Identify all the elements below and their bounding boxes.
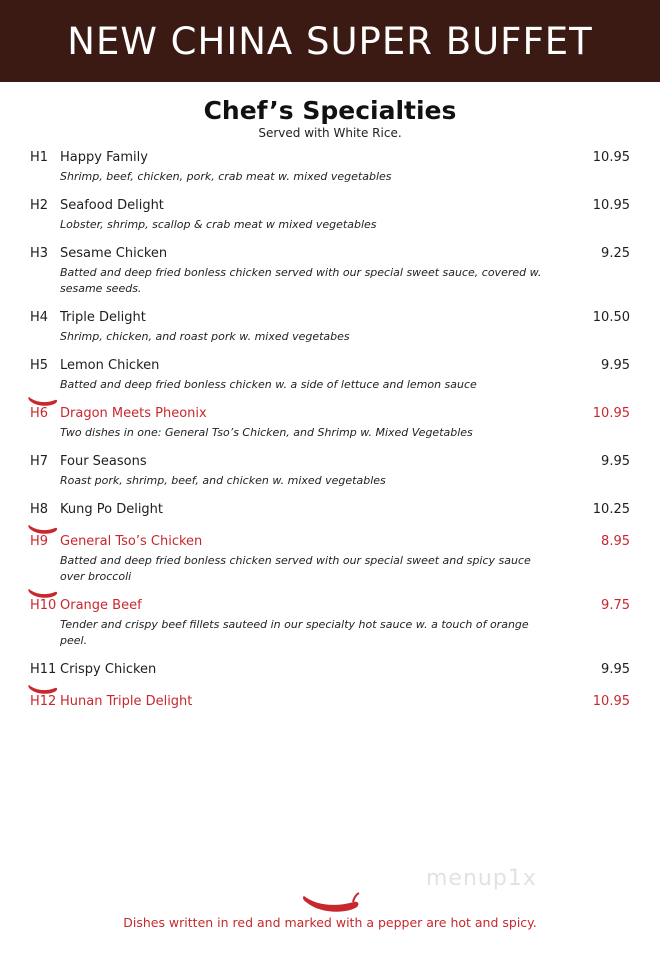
item-description: Shrimp, chicken, and roast pork w. mixed vegetabes [60,330,350,343]
item-price: 8.95 [601,534,630,549]
item-name: Happy Family [60,150,148,165]
item-code: H8 [30,502,49,517]
item-price: 10.95 [592,150,630,165]
chili-pepper-icon [28,585,58,599]
header-banner [0,0,660,82]
item-code: H2 [30,198,49,213]
item-name: Triple Delight [60,310,146,325]
chili-pepper-icon [28,521,58,535]
item-description: Batted and deep fried bonless chicken w. a side of lettuce and lemon sauce [60,378,477,391]
item-price: 9.95 [601,662,630,677]
item-name: Dragon Meets Pheonix [60,406,207,421]
item-name: Sesame Chicken [60,246,168,261]
item-code: H11 [30,662,57,677]
item-code: H7 [30,454,49,469]
item-description: Two dishes in one: General Tso’s Chicken, and Shrimp w. Mixed Vegetables [60,426,473,439]
item-description: Shrimp, beef, chicken, pork, crab meat w. mixed vegetables [60,170,392,183]
item-name: Crispy Chicken [60,662,157,677]
item-name: Hunan Triple Delight [60,694,193,709]
item-description: Tender and crispy beef fillets sauteed in our specialty hot sauce w. a touch of orange peel. [60,618,529,647]
item-code: H6 [30,406,49,421]
restaurant-name: NEW CHINA SUPER BUFFET [67,19,593,63]
item-description: Roast pork, shrimp, beef, and chicken w. mixed vegetables [60,474,386,487]
spicy-legend-note: Dishes written in red and marked with a pepper are hot and spicy. [123,915,537,930]
item-price: 10.95 [592,198,630,213]
item-description: Batted and deep fried bonless chicken served with our special sweet sauce, covered w. sesame seeds. [60,266,542,295]
item-name: Kung Po Delight [60,502,164,517]
item-code: H5 [30,358,49,373]
item-code: H1 [30,150,49,165]
item-description: Lobster, shrimp, scallop & crab meat w mixed vegetables [60,218,377,231]
item-price: 9.95 [601,358,630,373]
item-name: Orange Beef [60,598,142,613]
item-code: H3 [30,246,49,261]
item-code: H12 [30,694,57,709]
item-code: H4 [30,310,49,325]
item-description: Batted and deep fried bonless chicken served with our special sweet and spicy sauce over broccoli [60,554,531,583]
item-code: H10 [30,598,57,613]
item-price: 9.25 [601,246,630,261]
chili-pepper-icon [28,681,58,695]
item-code: H9 [30,534,49,549]
item-name: Seafood Delight [60,198,164,213]
chili-pepper-icon [28,393,58,407]
item-price: 9.95 [601,454,630,469]
chili-pepper-icon [302,890,360,914]
section-title: Chef’s Specialties [203,96,457,125]
item-name: Lemon Chicken [60,358,160,373]
item-price: 10.25 [592,502,630,517]
item-name: Four Seasons [60,454,147,469]
item-price: 10.95 [592,694,630,709]
item-price: 10.50 [592,310,630,325]
watermark-logo: menup1x [426,866,537,891]
item-name: General Tso’s Chicken [60,534,203,549]
section-subtitle: Served with White Rice. [258,126,402,140]
item-price: 9.75 [601,598,630,613]
item-price: 10.95 [592,406,630,421]
